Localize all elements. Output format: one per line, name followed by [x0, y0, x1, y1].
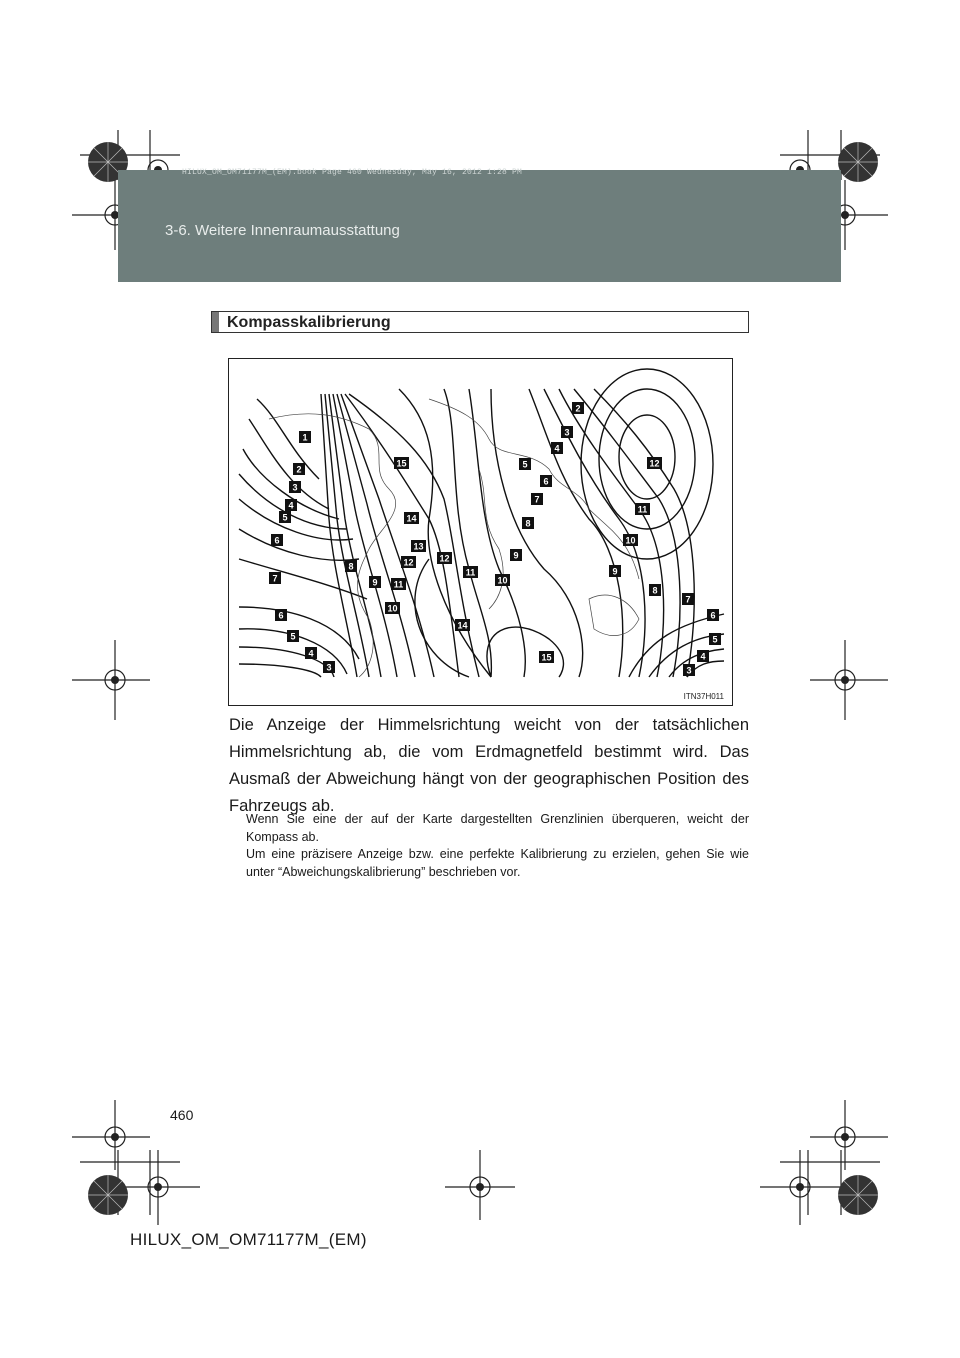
zone-label-8	[522, 517, 534, 529]
svg-text:15: 15	[396, 458, 407, 469]
svg-text:6: 6	[710, 610, 716, 621]
svg-text:13: 13	[413, 541, 424, 552]
svg-text:4: 4	[308, 648, 314, 659]
svg-text:3: 3	[686, 665, 692, 676]
svg-text:6: 6	[278, 610, 284, 621]
svg-text:4: 4	[554, 443, 560, 454]
zone-label-11	[635, 503, 650, 515]
zone-label-4	[697, 650, 709, 662]
compass-zone-map	[228, 358, 733, 706]
svg-text:12: 12	[649, 458, 660, 469]
note-line-1: Wenn Sie eine der auf der Karte dargestellten Grenzlinien überqueren, weicht der Kompass ab.	[246, 812, 749, 844]
svg-text:14: 14	[457, 620, 468, 631]
footer-document-code: HILUX_OM_OM71177M_(EM)	[130, 1230, 367, 1249]
section-heading-box	[211, 311, 749, 333]
svg-text:8: 8	[348, 561, 354, 572]
svg-text:3: 3	[564, 427, 570, 438]
svg-text:12: 12	[439, 553, 450, 564]
zone-label-10	[385, 602, 400, 614]
svg-text:8: 8	[525, 518, 531, 529]
zone-label-12	[401, 556, 416, 568]
zone-label-6	[707, 609, 719, 621]
svg-text:11: 11	[637, 504, 648, 515]
svg-text:12: 12	[403, 557, 414, 568]
svg-text:7: 7	[534, 494, 540, 505]
zone-label-3	[561, 426, 573, 438]
zone-label-6	[271, 534, 283, 546]
print-metadata: HILUX_OM_OM71177M_(EM).book Page 460 Wednesday, May 16, 2012 1:28 PM	[182, 168, 523, 177]
zone-label-8	[649, 584, 661, 596]
zone-label-5	[709, 633, 721, 645]
zone-label-11	[463, 566, 478, 578]
svg-text:2: 2	[296, 464, 302, 475]
svg-text:3: 3	[326, 662, 332, 673]
zone-label-3	[683, 664, 695, 676]
svg-text:10: 10	[625, 535, 636, 546]
svg-text:10: 10	[497, 575, 508, 586]
zone-label-14	[404, 512, 419, 524]
svg-text:9: 9	[372, 577, 378, 588]
zone-label-2	[293, 463, 305, 475]
zone-label-2	[572, 402, 584, 414]
zone-label-10	[623, 534, 638, 546]
zone-label-3	[289, 481, 301, 493]
svg-text:11: 11	[465, 567, 476, 578]
svg-text:5: 5	[282, 512, 288, 523]
svg-text:5: 5	[712, 634, 718, 645]
svg-text:4: 4	[288, 500, 294, 511]
zone-label-5	[279, 511, 291, 523]
zone-label-3	[323, 661, 335, 673]
svg-text:9: 9	[612, 566, 618, 577]
svg-text:9: 9	[513, 550, 519, 561]
svg-text:3: 3	[292, 482, 298, 493]
body-paragraph: Die Anzeige der Himmelsrichtung weicht von der tatsächlichen Himmelsrichtung ab, die vom Erdmagnetfeld bestimmt wird. Das Ausmaß der Abweichung hängt von der geographischen Position des Fahrzeugs ab.	[229, 716, 749, 815]
zone-label-9	[510, 549, 522, 561]
zone-label-11	[391, 578, 406, 590]
zone-label-12	[437, 552, 452, 564]
note-block	[246, 811, 749, 881]
zone-label-12	[647, 457, 662, 469]
page-number: 460	[170, 1107, 194, 1123]
figure-code: ITN37H011	[683, 692, 724, 701]
svg-text:10: 10	[387, 603, 398, 614]
svg-text:7: 7	[272, 573, 278, 584]
zone-label-4	[305, 647, 317, 659]
zone-label-5	[519, 458, 531, 470]
svg-text:8: 8	[652, 585, 658, 596]
svg-text:1: 1	[302, 432, 308, 443]
zone-label-7	[269, 572, 281, 584]
svg-text:11: 11	[393, 579, 404, 590]
zone-label-13	[411, 540, 426, 552]
zone-label-15	[394, 457, 409, 469]
zone-label-9	[609, 565, 621, 577]
zone-label-6	[540, 475, 552, 487]
chapter-section-label: 3-6. Weitere Innenraumausstattung	[165, 222, 400, 239]
svg-text:5: 5	[290, 631, 296, 642]
svg-text:15: 15	[541, 652, 552, 663]
zone-label-7	[531, 493, 543, 505]
zone-label-4	[285, 499, 297, 511]
zone-label-10	[495, 574, 510, 586]
svg-text:2: 2	[575, 403, 581, 414]
zone-label-7	[682, 593, 694, 605]
svg-text:5: 5	[522, 459, 528, 470]
zone-label-15	[539, 651, 554, 663]
note-line-2: Um eine präzisere Anzeige bzw. eine perfekte Kalibrierung zu erzielen, gehen Sie wie unter “Abweichungskalibrierung” beschrieben vor.	[246, 847, 749, 879]
zone-label-5	[287, 630, 299, 642]
heading-bar	[212, 312, 219, 332]
zone-label-4	[551, 442, 563, 454]
svg-text:14: 14	[406, 513, 417, 524]
svg-text:6: 6	[543, 476, 549, 487]
svg-text:6: 6	[274, 535, 280, 546]
zone-label-9	[369, 576, 381, 588]
zone-label-6	[275, 609, 287, 621]
section-title: Kompasskalibrierung	[227, 314, 391, 331]
svg-text:7: 7	[685, 594, 691, 605]
zone-label-14	[455, 619, 470, 631]
zone-label-8	[345, 560, 357, 572]
map-drawing	[229, 359, 734, 707]
zone-label-1	[299, 431, 311, 443]
svg-text:4: 4	[700, 651, 706, 662]
